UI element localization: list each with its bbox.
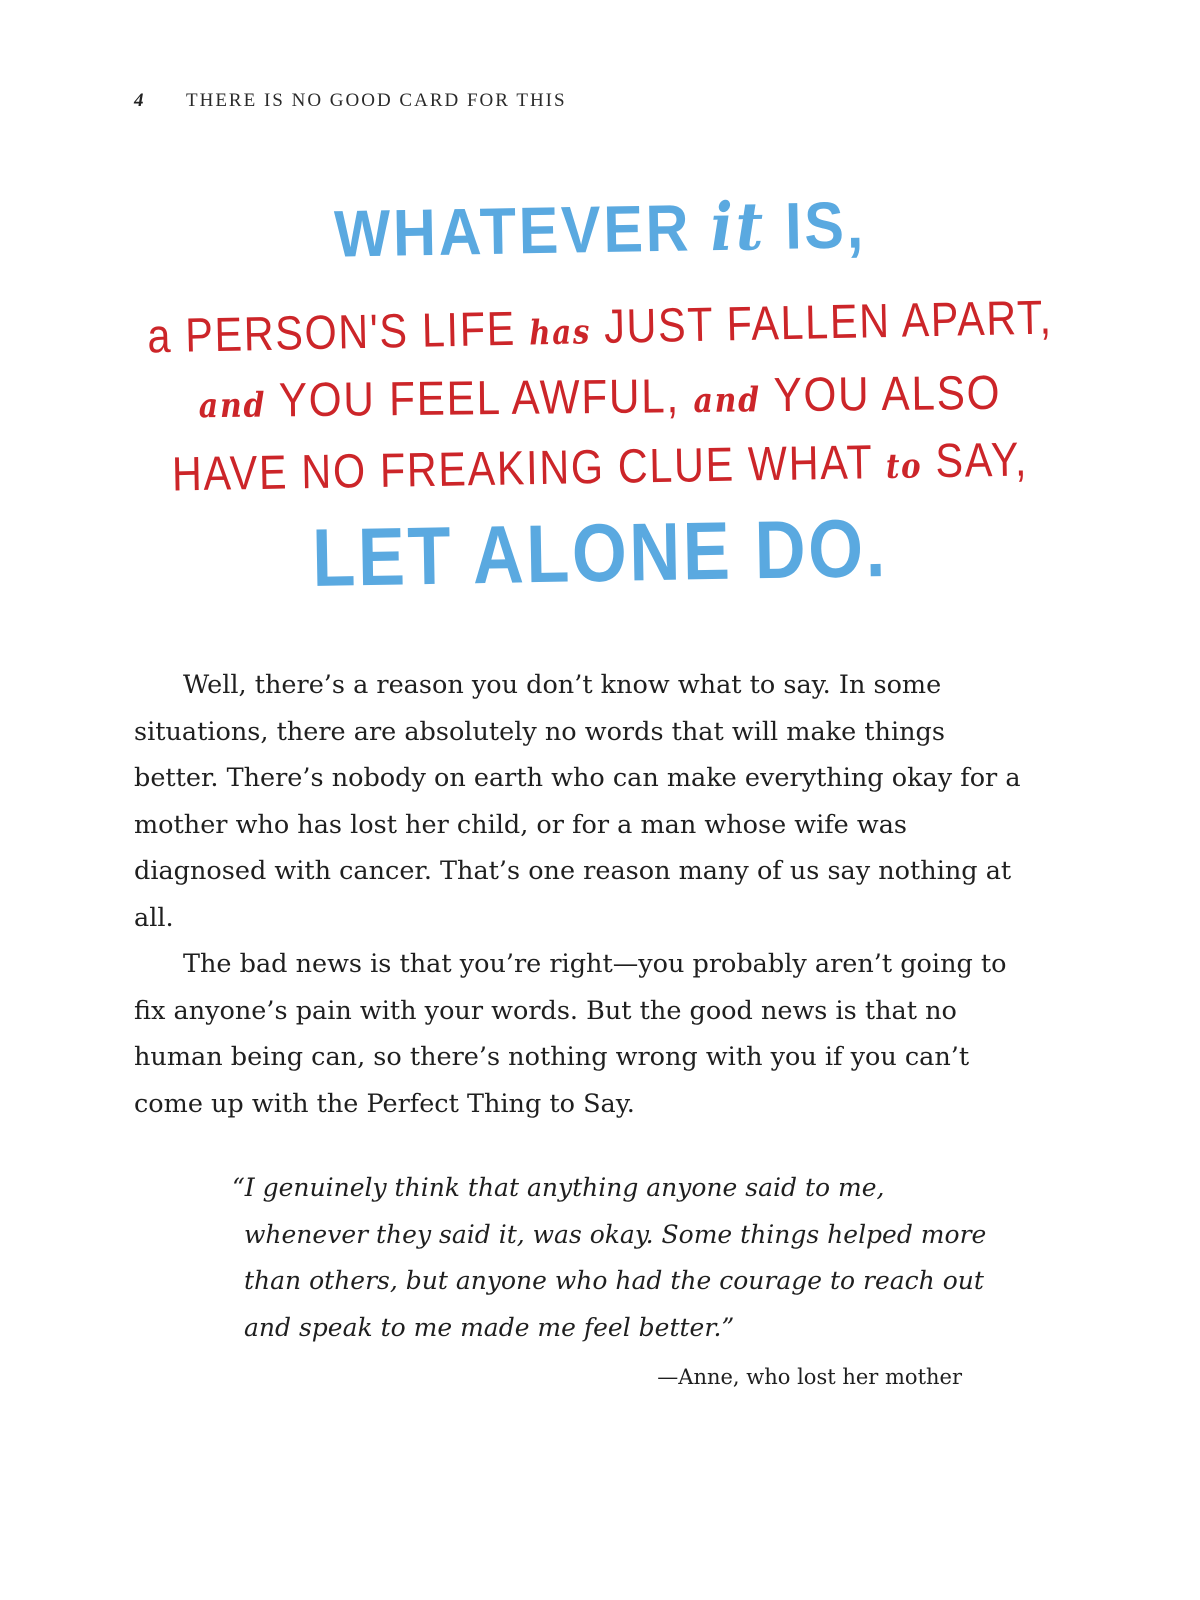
page-number: 4 — [134, 90, 144, 111]
running-title: THERE IS NO GOOD CARD FOR THIS — [186, 90, 567, 111]
lettering-text: IS, — [784, 187, 867, 263]
lettering-line-4 — [84, 431, 1117, 504]
body-text — [134, 662, 1034, 1127]
lettering-text: LET ALONE DO. — [311, 502, 889, 605]
lettering-script-word: has — [528, 312, 592, 354]
lettering-text: JUST FALLEN APART, — [603, 291, 1054, 354]
body-paragraph-1: Well, there’s a reason you don’t know what to say. In some situations, there are absolutely no words that will make things better. There’s nobody on earth who can make everything okay for a mother who has lost her child, or for a man whose wife was diagnosed with cancer. That’s one reason many of us say nothing at all. — [134, 670, 1021, 933]
running-header — [134, 90, 567, 112]
lettering-script-word: it — [709, 187, 767, 267]
lettering-script-word: and — [198, 385, 267, 427]
lettering-line-2 — [84, 289, 1117, 366]
quote-attribution: —Anne, who lost her mother — [657, 1365, 962, 1389]
lettering-text: YOU ALSO — [773, 366, 1002, 423]
lettering-text: WHAT — [747, 436, 874, 492]
lettering-script-word: to — [885, 446, 923, 488]
quote-text: “I genuinely think that anything anyone said to me, whenever they said it, was okay. Some things helped more than others, but anyone who had the courage to reach out and speak to me made me feel better.” — [232, 1173, 987, 1342]
lettering-script-word: and — [693, 380, 762, 422]
lettering-text: YOU FEEL AWFUL, — [278, 370, 681, 428]
lettering-text: WHATEVER — [333, 190, 692, 271]
body-paragraph-2: The bad news is that you’re right—you probably aren’t going to fix anyone’s pain with your words. But the good news is that no human being can, so there’s nothing wrong with you if you can’t come up with the Perfect Thing to Say. — [134, 949, 1007, 1119]
lettering-line-3 — [72, 364, 1129, 430]
block-quote — [232, 1165, 992, 1389]
lettering-line-1 — [59, 181, 1140, 278]
lettering-text: HAVE NO FREAKING CLUE — [171, 438, 736, 502]
lettering-text: a PERSON'S LIFE — [146, 302, 517, 364]
lettering-line-5 — [83, 498, 1116, 610]
lettering-text: SAY, — [934, 433, 1029, 489]
